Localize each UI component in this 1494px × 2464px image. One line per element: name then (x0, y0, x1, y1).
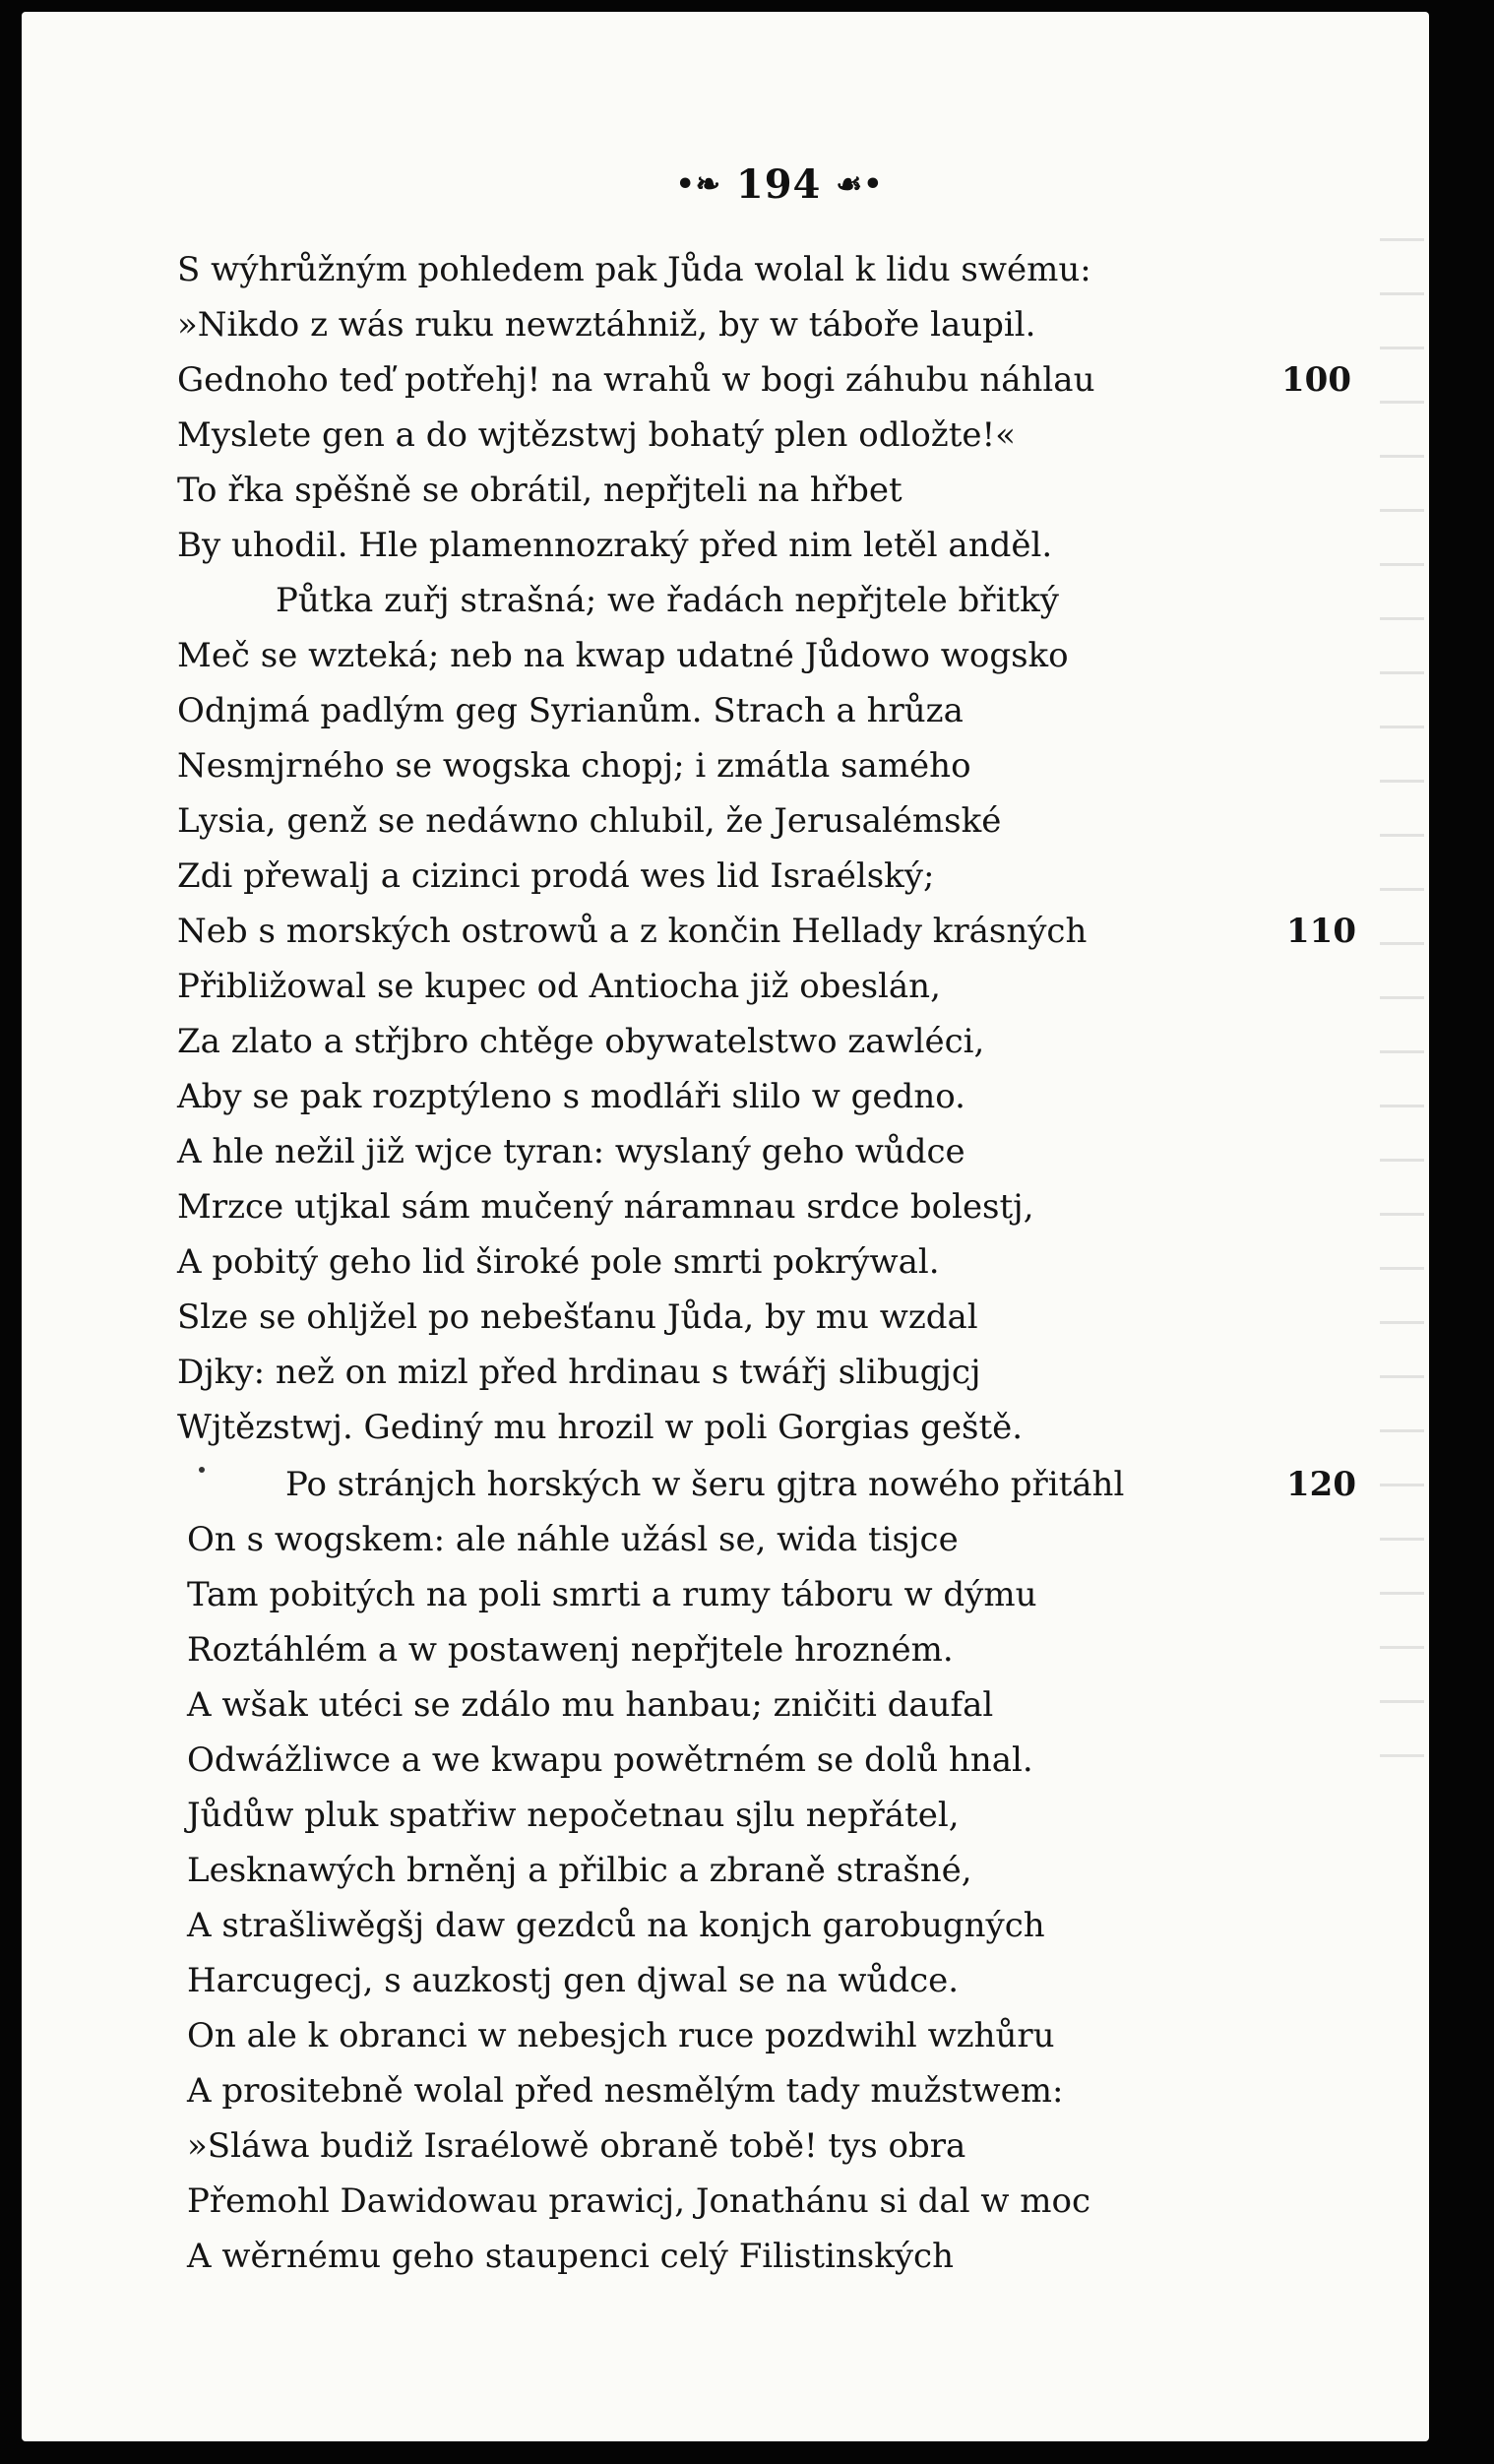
verse-line: A prositebně wolal před nesmělým tady mužstwem: (187, 2071, 1064, 2111)
verse-line: Myslete gen a do wjtězstwj bohatý plen odložte!« (177, 415, 1016, 455)
verse-line: A wěrnému geho staupenci celý Filistinských (187, 2237, 954, 2276)
verse-line: By uhodil. Hle plamennozraký před nim letěl anděl. (177, 526, 1053, 565)
page-number: 194 (735, 161, 822, 208)
verse-line: Jůdůw pluk spatřiw nepočetnau sjlu nepřátel, (187, 1796, 960, 1835)
verse-line: Půtka zuřj strašná; we řadách nepřjtele břitký (276, 581, 1059, 620)
verse-line: Přemohl Dawidowau prawicj, Jonathánu si dal w moc (187, 2181, 1091, 2221)
line-number: 120 (1286, 1465, 1356, 1504)
verse-line: Wjtězstwj. Gediný mu hrozil w poli Gorgias geště. (177, 1408, 1024, 1447)
verse-line: To řka spěšně se obrátil, nepřjteli na hřbet (177, 471, 903, 510)
verse-line: »Nikdo z wás ruku newztáhniž, by w táboře laupil. (177, 305, 1036, 345)
book-page (22, 12, 1429, 2441)
verse-line: Odnjmá padlým geg Syrianům. Strach a hrůza (177, 691, 964, 730)
verse-line: A pobitý geho lid široké pole smrti pokrýwal. (177, 1242, 940, 1282)
verse-line: On ale k obranci w nebesjch ruce pozdwihl wzhůru (187, 2016, 1055, 2055)
ink-speck (199, 1467, 205, 1473)
verse-line: Po stránjch horských w šeru gjtra nowého přitáhl (285, 1465, 1125, 1504)
verse-line: Harcugecj, s auzkostj gen djwal se na wůdce. (187, 1961, 960, 2000)
bleed-through-text (1380, 238, 1424, 1813)
verse-line: Přibližowal se kupec od Antiocha již obeslán, (177, 967, 941, 1006)
verse-line: Aby se pak rozptýleno s modláři slilo w gedno. (177, 1077, 965, 1116)
verse-line: Roztáhlém a w postawenj nepřjtele hrozném. (187, 1630, 954, 1670)
verse-line: A hle nežil již wjce tyran: wyslaný geho wůdce (177, 1132, 965, 1171)
verse-line: Neb s morských ostrowů a z končin Hellady krásných (177, 912, 1088, 951)
verse-line: Lysia, genž se nedáwno chlubil, že Jerusalémské (177, 801, 1002, 841)
verse-line: Mrzce utjkal sám mučený náramnau srdce bolestj, (177, 1187, 1034, 1227)
verse-line: Slze se ohljžel po nebešťanu Jůda, by mu wzdal (177, 1297, 978, 1337)
verse-line: Nesmjrného se wogska chopj; i zmátla samého (177, 746, 971, 786)
ornament-right-icon: ☙• (836, 167, 884, 202)
page-header (632, 161, 927, 208)
line-number: 110 (1286, 912, 1356, 951)
verse-line: Odwážliwce a we kwapu powětrném se dolů hnal. (187, 1740, 1033, 1780)
verse-line: Zdi přewalj a cizinci prodá wes lid Israélský; (177, 856, 935, 896)
verse-line: On s wogskem: ale náhle užásl se, wida tisjce (187, 1520, 959, 1559)
line-number: 100 (1281, 360, 1351, 400)
verse-line: Tam pobitých na poli smrti a rumy táboru w dýmu (187, 1575, 1037, 1614)
verse-line: Za zlato a střjbro chtěge obywatelstwo zawléci, (177, 1022, 985, 1061)
verse-line: Djky: než on mizl před hrdinau s twářj slibugjcj (177, 1353, 981, 1392)
verse-line: A wšak utéci se zdálo mu hanbau; zničiti daufal (187, 1685, 994, 1725)
verse-line: A strašliwěgšj daw gezdců na konjch garobugných (187, 1906, 1045, 1945)
ornament-left-icon: •❧ (675, 167, 721, 202)
verse-line: Gednoho teď potřehj! na wrahů w bogi záhubu náhlau (177, 360, 1095, 400)
verse-line: S wýhrůžným pohledem pak Jůda wolal k lidu swému: (177, 250, 1091, 289)
verse-line: Meč se wzteká; neb na kwap udatné Jůdowo wogsko (177, 636, 1069, 675)
verse-line: Lesknawých brněnj a přilbic a zbraně strašné, (187, 1851, 972, 1890)
verse-line: »Sláwa budiž Israélowě obraně tobě! tys obra (187, 2126, 966, 2166)
